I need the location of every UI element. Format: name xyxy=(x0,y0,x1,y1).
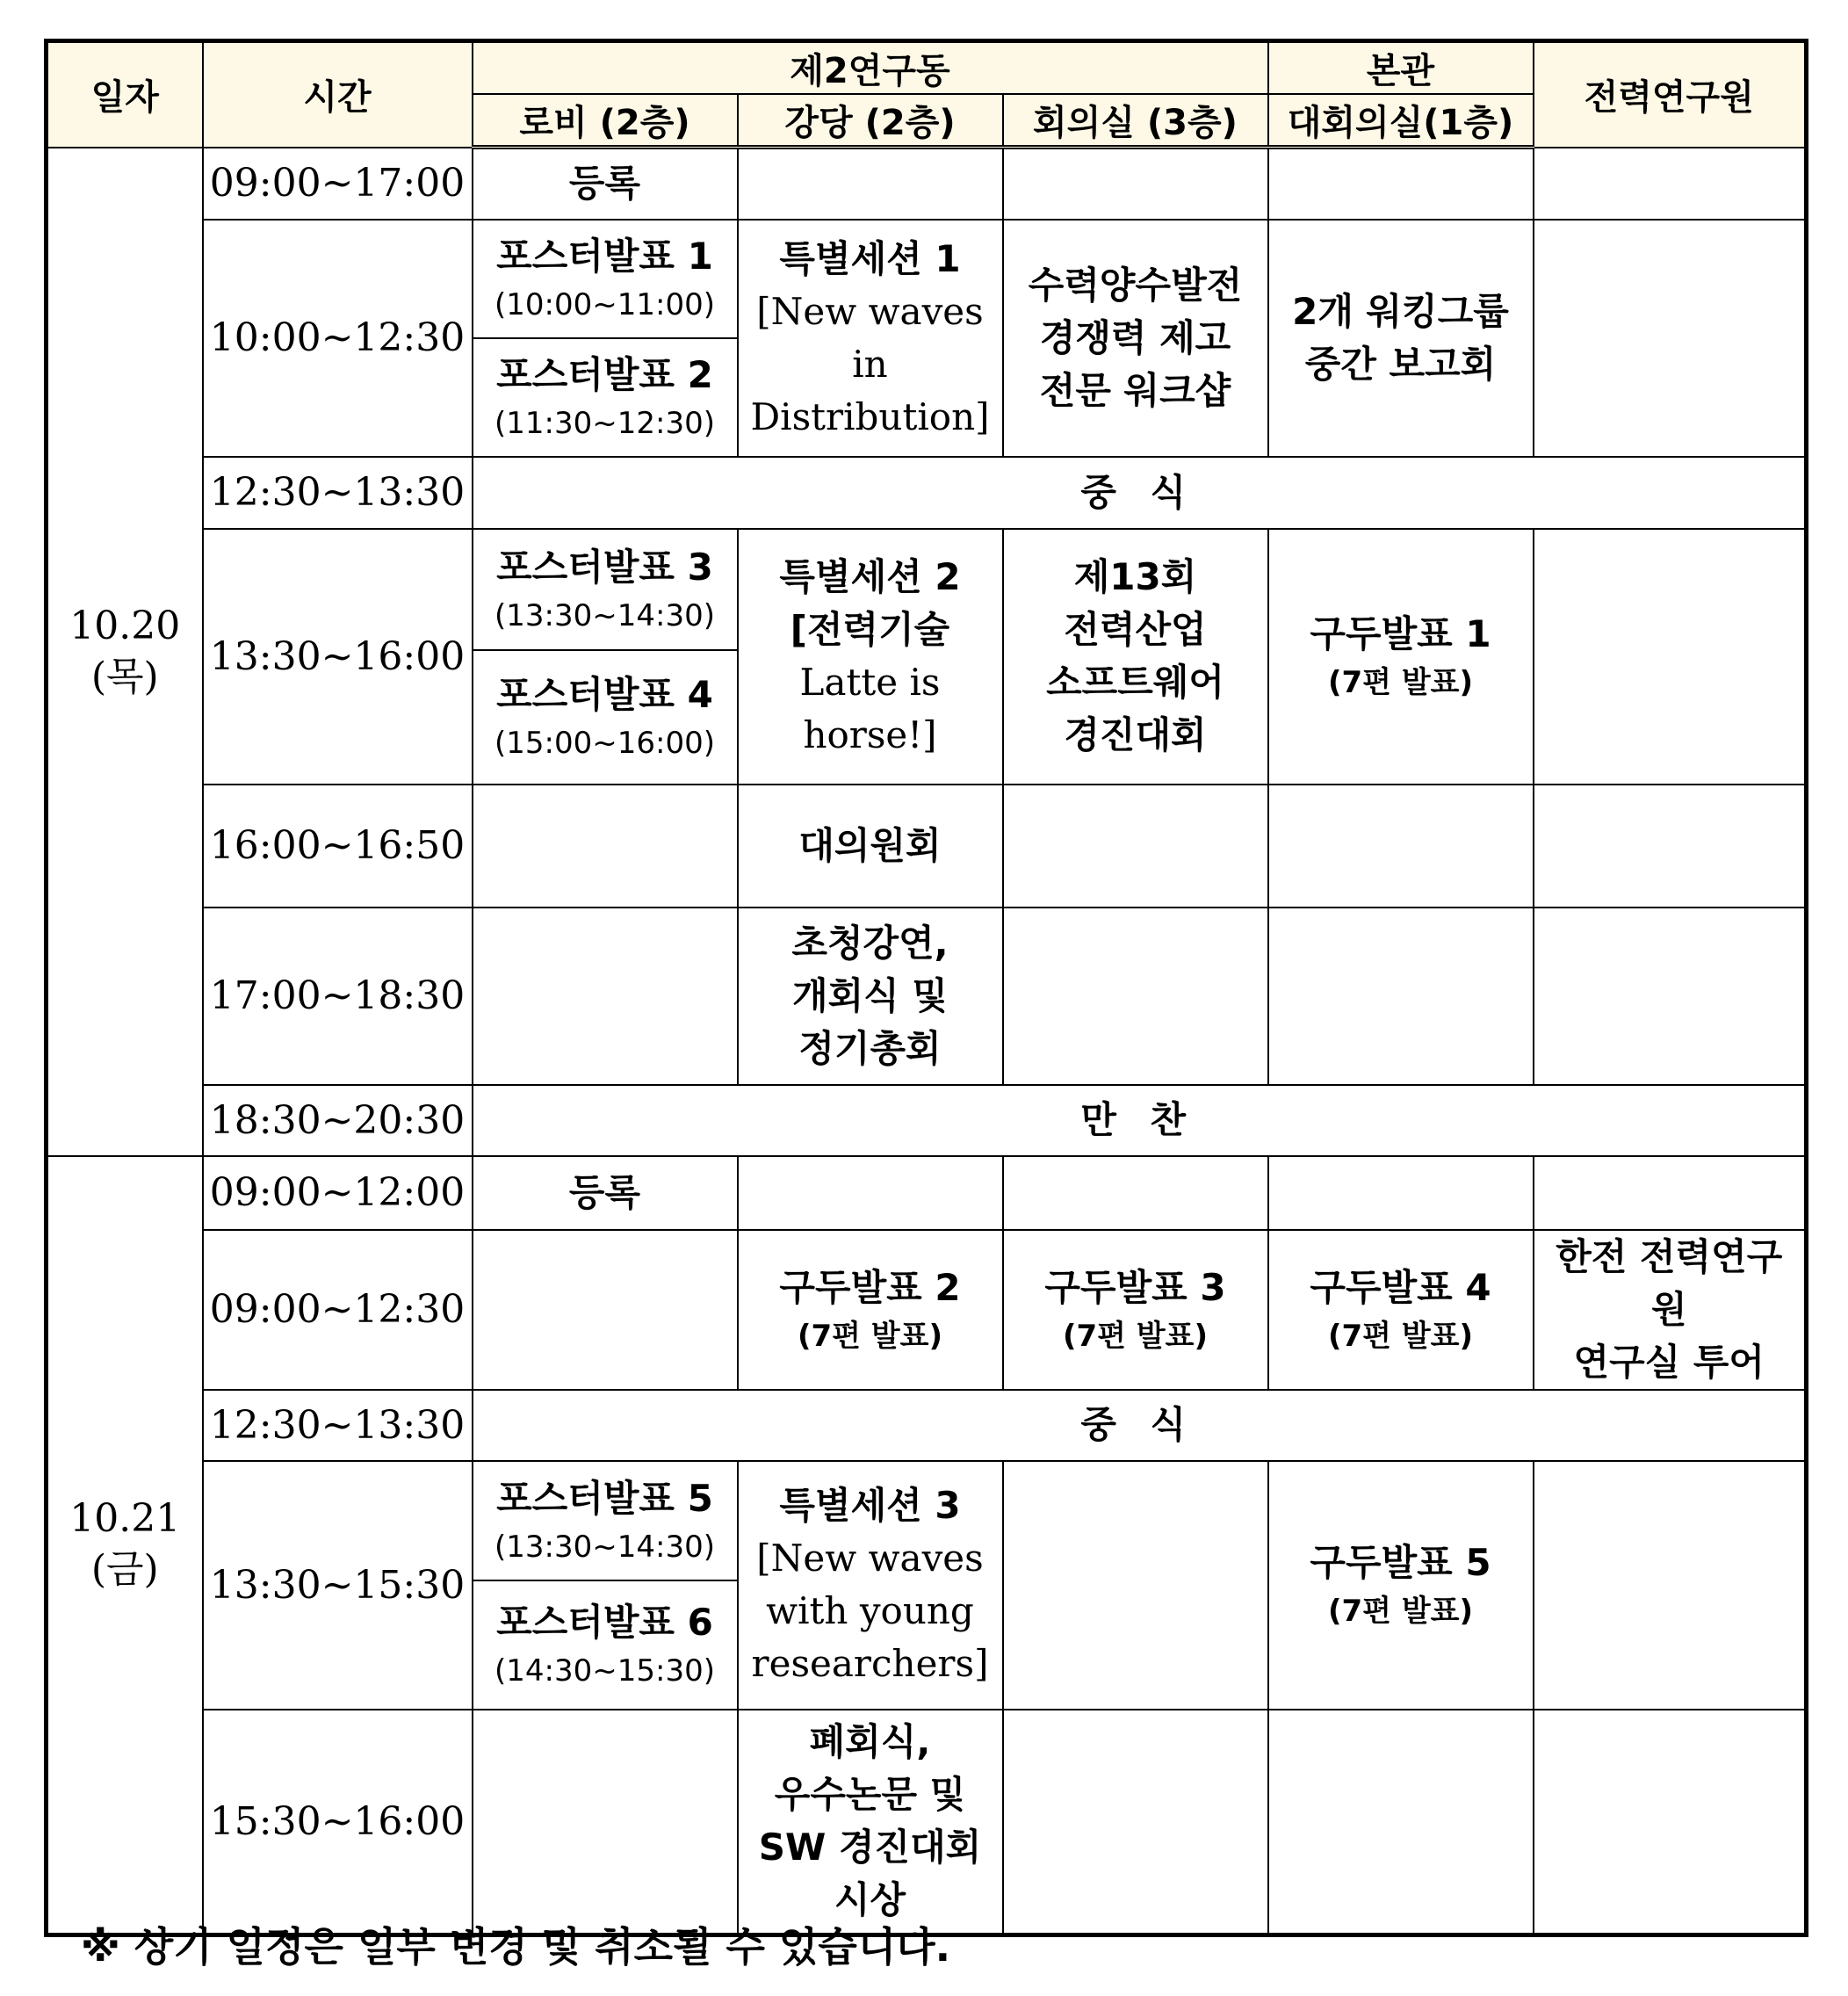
poster-session-6: 포스터발표 6 (14:30~15:30) xyxy=(473,1580,738,1710)
poster-session-5: 포스터발표 5 (13:30~14:30) xyxy=(473,1461,738,1580)
oral-session-1: 구두발표 1 (7편 발표) xyxy=(1268,529,1534,785)
day2-date: 10.21 xyxy=(69,1496,181,1542)
time-cell: 18:30~20:30 xyxy=(203,1085,473,1156)
software-contest-cell: 제13회 전력산업 소프트웨어 경진대회 xyxy=(1003,529,1268,785)
table-header xyxy=(47,41,1807,148)
table-row xyxy=(47,1710,1807,1935)
time-cell: 09:00~12:30 xyxy=(203,1230,473,1390)
time-cell: 10:00~12:30 xyxy=(203,220,473,457)
schedule-table-container xyxy=(44,39,1804,1937)
schedule-table xyxy=(44,39,1808,1937)
header-main-building: 본관 xyxy=(1268,41,1534,95)
hydro-workshop-cell: 수력양수발전 경쟁력 제고 전문 워크샵 xyxy=(1003,220,1268,457)
special-session-3: 특별세션 3 [New waves with young researchers] xyxy=(738,1461,1003,1710)
time-cell: 13:30~15:30 xyxy=(203,1461,473,1710)
poster-session-1: 포스터발표 1 (10:00~11:00) xyxy=(473,220,738,338)
opening-ceremony-cell: 초청강연, 개회식 및 정기총회 xyxy=(738,908,1003,1085)
table-row xyxy=(47,148,1807,220)
closing-ceremony-cell: 폐회식, 우수논문 및 SW 경진대회 시상 xyxy=(738,1710,1003,1935)
lab-tour-cell: 한전 전력연구원 연구실 투어 xyxy=(1534,1230,1807,1390)
special-session-2: 특별세션 2 [전력기술 Latte is horse!] xyxy=(738,529,1003,785)
day1-date: 10.20 xyxy=(69,603,181,648)
header-meeting-room: 회의실 (3층) xyxy=(1003,94,1268,148)
table-row xyxy=(47,785,1807,908)
table-row xyxy=(47,457,1807,529)
lunch-cell: 중 식 xyxy=(473,457,1807,529)
table-row xyxy=(47,1156,1807,1230)
time-cell: 16:00~16:50 xyxy=(203,785,473,908)
oral-session-3: 구두발표 3 (7편 발표) xyxy=(1003,1230,1268,1390)
table-row xyxy=(47,529,1807,650)
table-row xyxy=(47,1390,1807,1461)
time-cell: 12:30~13:30 xyxy=(203,1390,473,1461)
header-power-institute: 전력연구원 xyxy=(1534,41,1807,148)
registration-cell: 등록 xyxy=(473,148,738,220)
day2-date-cell xyxy=(47,1156,203,1935)
header-auditorium: 강당 (2층) xyxy=(738,94,1003,148)
time-cell: 13:30~16:00 xyxy=(203,529,473,785)
header-conference-hall: 대회의실(1층) xyxy=(1268,94,1534,148)
table-row xyxy=(47,908,1807,1085)
table-row xyxy=(47,220,1807,338)
header-date: 일자 xyxy=(47,41,203,148)
header-lobby: 로비 (2층) xyxy=(473,94,738,148)
delegates-meeting-cell: 대의원회 xyxy=(738,785,1003,908)
time-cell: 17:00~18:30 xyxy=(203,908,473,1085)
lunch-cell: 중 식 xyxy=(473,1390,1807,1461)
poster-session-3: 포스터발표 3 (13:30~14:30) xyxy=(473,529,738,650)
table-row xyxy=(47,1085,1807,1156)
poster-session-4: 포스터발표 4 (15:00~16:00) xyxy=(473,650,738,785)
special-session-1: 특별세션 1 [New waves in Distribution] xyxy=(738,220,1003,457)
oral-session-5: 구두발표 5 (7편 발표) xyxy=(1268,1461,1534,1710)
day1-weekday: (목) xyxy=(90,654,159,699)
registration-cell: 등록 xyxy=(473,1156,738,1230)
header-time: 시간 xyxy=(203,41,473,148)
time-cell: 09:00~12:00 xyxy=(203,1156,473,1230)
time-cell: 15:30~16:00 xyxy=(203,1710,473,1935)
working-group-report-cell: 2개 워킹그룹 중간 보고회 xyxy=(1268,220,1534,457)
oral-session-2: 구두발표 2 (7편 발표) xyxy=(738,1230,1003,1390)
header-building2: 제2연구동 xyxy=(473,41,1268,95)
schedule-change-notice: ※ 상기 일정은 일부 변경 및 취소될 수 있습니다. xyxy=(81,1923,951,1971)
poster-session-2: 포스터발표 2 (11:30~12:30) xyxy=(473,338,738,457)
time-cell: 12:30~13:30 xyxy=(203,457,473,529)
table-row xyxy=(47,1230,1807,1390)
oral-session-4: 구두발표 4 (7편 발표) xyxy=(1268,1230,1534,1390)
day1-date-cell xyxy=(47,148,203,1156)
day2-weekday: (금) xyxy=(90,1547,159,1593)
banquet-cell: 만 찬 xyxy=(473,1085,1807,1156)
time-cell: 09:00~17:00 xyxy=(203,148,473,220)
table-row xyxy=(47,1461,1807,1580)
